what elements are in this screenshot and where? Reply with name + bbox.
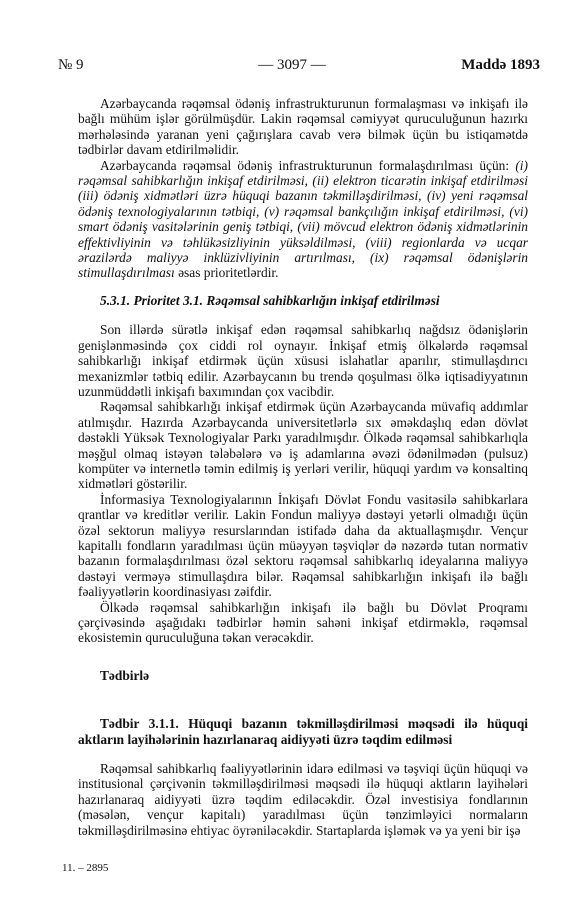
- issue-number: № 9: [58, 57, 84, 73]
- document-body: [78, 96, 528, 838]
- measure-title: Tədbir 3.1.1. Hüquqi bazanın təkmilləşdirilməsi məqsədi ilə hüquqi aktların layihələrinin hazırlanaraq aidiyyəti üzrə təqdim edilməsi: [78, 716, 528, 747]
- paragraph-1: Azərbaycanda rəqəmsal ödəniş infrastrukturunun formalaşması və inkişafı ilə bağlı mühüm işlər görülmüşdür. Lakin rəqəmsal cəmiyyət quruculuğunun hazırkı mərhələsində yaranan yeni çağırışlara cavab verə bilmək üçün bu istiqamətdə tədbirlər davam etdirilməlidir.: [78, 96, 528, 158]
- footer-signature: 11. – 2895: [62, 862, 109, 874]
- paragraph-2: [78, 158, 528, 281]
- paragraph-2-end: əsas prioritetlərdir.: [178, 265, 279, 281]
- page-header: [0, 57, 584, 79]
- paragraph-2-start: Azərbaycanda rəqəmsal ödəniş infrastrukturunun formalaşdırılması üçün:: [100, 157, 510, 173]
- paragraph-7: Rəqəmsal sahibkarlıq fəaliyyətlərinin idarə edilməsi və təşviqi üçün hüquqi və institusional çərçivənin təkmilləşdirilməsi məqsədi ilə hüquqi aktların layihələri hazırlanaraq aidiyyəti üzrə təqdim ediləcəkdir. Özəl investisiya fondlarının (məsələn, vençur kapitalı) yaradılması üçün tənzimləyici normaların təkmilləşdirilməsinə ehtiyac öyrəniləcəkdir. Startaplarda işləmək və ya yeni bir işə: [78, 761, 528, 838]
- paragraph-4: Rəqəmsal sahibkarlığı inkişaf etdirmək üçün Azərbaycanda müvafiq addımlar atılmışdır. Hazırda Azərbaycanda universitetlərlə sıx əməkdaşlıq edən dövlət dəstəkli Yüksək Texnologiyalar Parkı yaradılmışdır. Ölkədə rəqəmsal sahibkarlıqla məşğul olmaq istəyən tələbələrə və iş adamlarına əvəzi ödənilmədən (pulsuz) kompüter və internetlə təmin edilmiş iş yerləri verilir, hüquqi yardım və konsaltinq xidmətləri göstərilir.: [78, 399, 528, 492]
- paragraph-2-list: (i) rəqəmsal sahibkarlığın inkişaf etdirilməsi, (ii) elektron ticarətin inkişaf etdirilməsi (iii) ödəniş xidmətləri üzrə hüquqi bazanın təkmilləşdirilməsi, (iv) yeni rəqəmsal ödəniş texnologiyalarının tətbiqi, (v) rəqəmsal bankçılığın inkişaf etdirilməsi, (vi) smart ödəniş vasitələrinin geniş tətbiqi, (vii) mövcud elektron ödəniş xidmətlərinin effektivliyinin və təhlükəsizliyinin yüksəldilməsi, (viii) regionlarda və ucqar ərazilərdə maliyyə inklüzivliyinin artırılması, (ix) rəqəmsal ödənişlərin stimullaşdırılması: [78, 157, 528, 281]
- paragraph-5: İnformasiya Texnologiyalarının İnkişafı Dövlət Fondu vasitəsilə sahibkarlara qrantlar və kreditlər verilir. Lakin Fondun maliyyə dəstəyi yetərli olmadığı üçün özəl sektorun maliyyə resurslarından istifadə daha da aktuallaşmışdır. Vençur kapitallı fondların yaradılması üçün müəyyən təşviqlər də nəzərdə tutan normativ bazanın formalaşdırılması özəl sektoru rəqəmsal sahibkarlıq ideyalarına maliyyə dəstəyi verməyə stimullaşdıra bilər. Rəqəmsal sahibkarlığın inkişafı ilə bağlı fəaliyyətlərin koordinasiyası zəifdir.: [78, 491, 528, 600]
- paragraph-6: Ölkədə rəqəmsal sahibkarlığın inkişafı ilə bağlı bu Dövlət Proqramı çərçivəsində aşağıdakı tədbirlər həmin sahəni inkişaf etdirməklə, rəqəmsal ekosistemin quruculuğuna təkan verəcəkdir.: [78, 599, 528, 646]
- page-number: — 3097 —: [258, 57, 326, 73]
- measures-heading: Tədbirlə: [100, 667, 150, 683]
- article-number: Maddə 1893: [461, 57, 540, 73]
- paragraph-3: Son illərdə sürətlə inkişaf edən rəqəmsal sahibkarlıq nağdsız ödənişlərin genişlənməsində çox ciddi rol oynayır. İnkişaf etmiş ölkələrdə rəqəmsal sahibkarlığı inkişaf etdirmək üçün xüsusi islahatlar aparılır, stimullaşdırıcı mexanizmlər tətbiq edilir. Azərbaycanın bu trendə qoşulması ölkə iqtisadiyyatının uzunmüddətli inkişafı baxımından çox vacibdir.: [78, 322, 528, 399]
- section-title: 5.3.1. Prioritet 3.1. Rəqəmsal sahibkarlığın inkişaf etdirilməsi: [100, 292, 440, 308]
